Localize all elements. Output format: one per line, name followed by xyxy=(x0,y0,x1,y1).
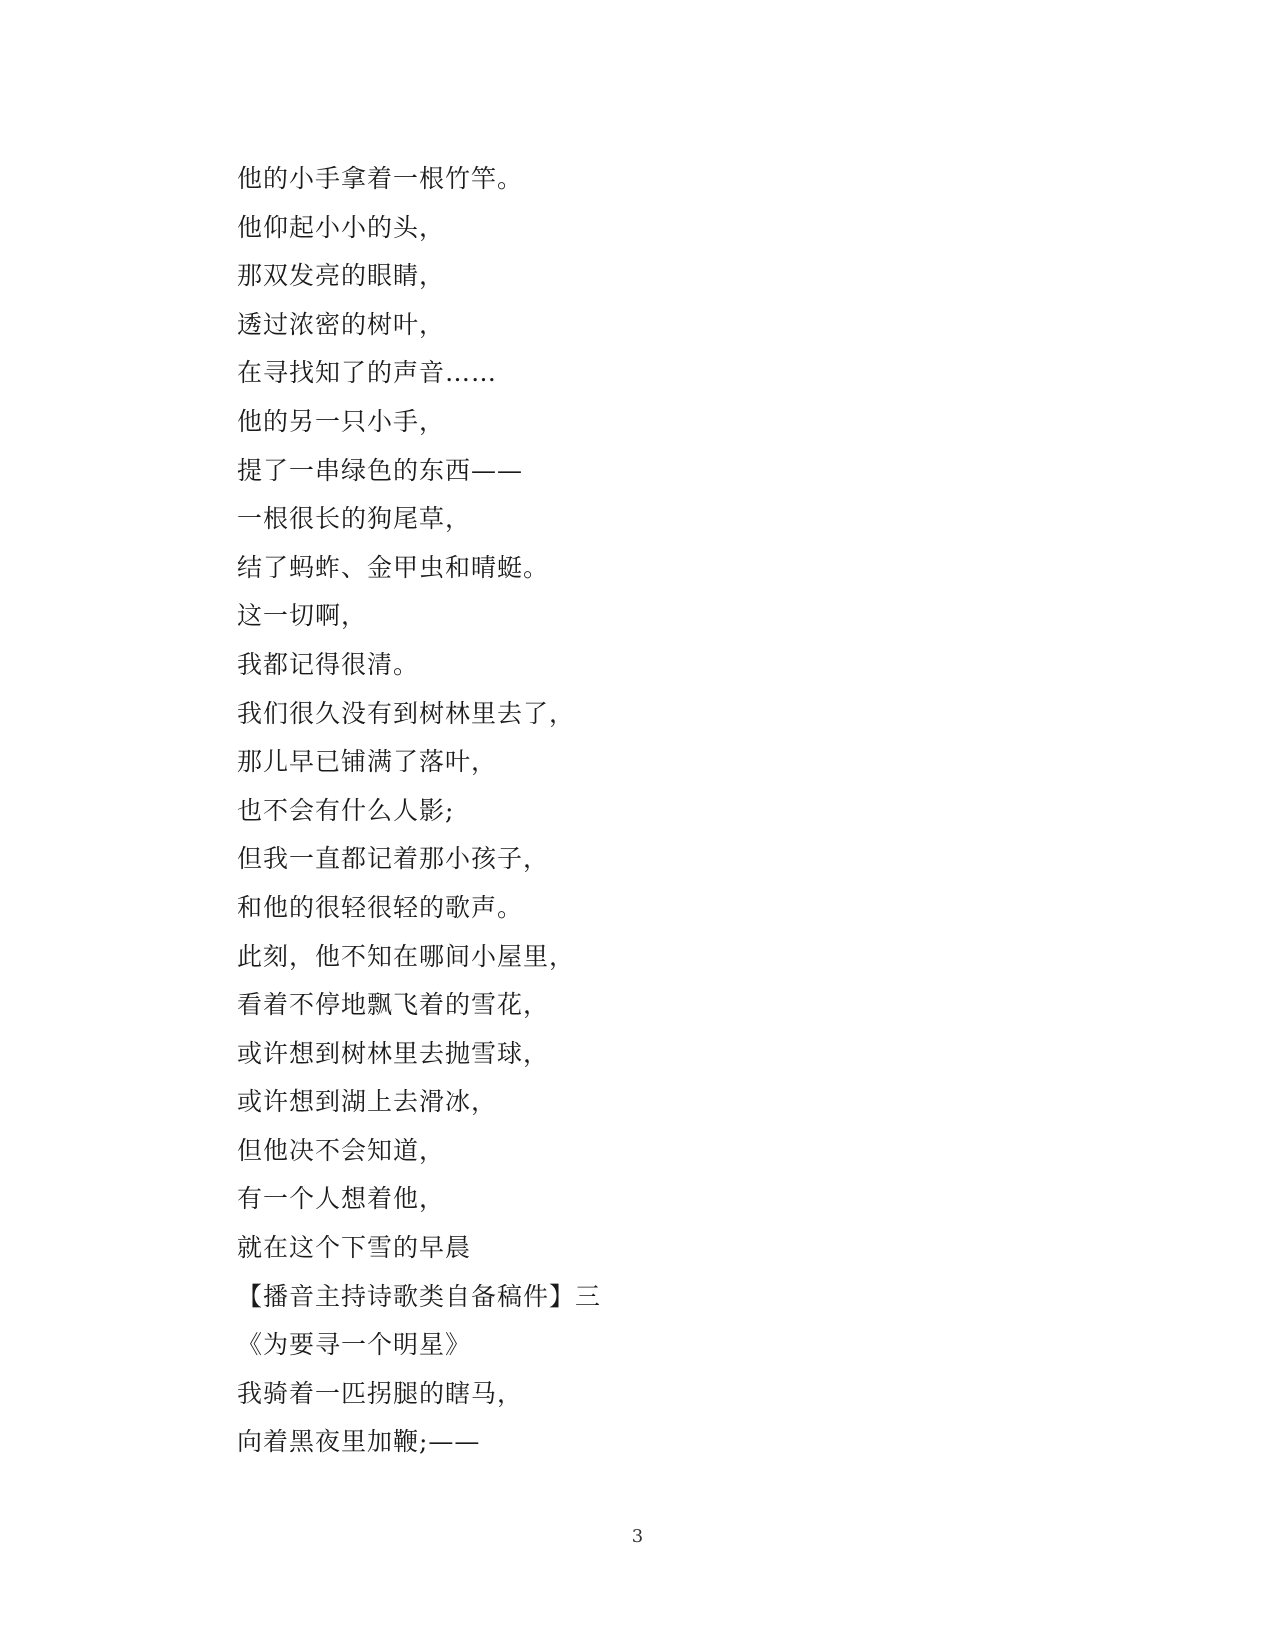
text-line: 此刻，他不知在哪间小屋里， xyxy=(237,941,576,971)
text-line: 和他的很轻很轻的歌声。 xyxy=(237,892,524,922)
text-line: 我们很久没有到树林里去了， xyxy=(237,698,576,728)
text-line: 但他决不会知道， xyxy=(237,1135,446,1165)
text-line: 就在这个下雪的早晨 xyxy=(237,1233,472,1263)
text-line: 这一切啊， xyxy=(237,601,368,631)
text-line: 那双发亮的眼睛， xyxy=(237,261,446,291)
text-line: 但我一直都记着那小孩子， xyxy=(237,844,550,874)
text-line: 他仰起小小的头， xyxy=(237,212,446,242)
text-line: 或许想到湖上去滑冰， xyxy=(237,1087,498,1117)
page-number: 3 xyxy=(631,1526,644,1547)
text-line: 我骑着一匹拐腿的瞎马， xyxy=(237,1378,524,1408)
text-line: 看着不停地飘飞着的雪花， xyxy=(237,990,550,1020)
text-line: 或许想到树林里去抛雪球， xyxy=(237,1038,550,1068)
text-line: 一根很长的狗尾草， xyxy=(237,504,472,534)
section-heading: 【播音主持诗歌类自备稿件】三 xyxy=(237,1281,602,1311)
text-line: 提了一串绿色的东西—— xyxy=(237,455,524,485)
text-line: 在寻找知了的声音…… xyxy=(237,358,498,388)
text-line: 我都记得很清。 xyxy=(237,649,420,679)
text-line: 结了蚂蚱、金甲虫和晴蜓。 xyxy=(237,552,550,582)
text-line: 也不会有什么人影; xyxy=(237,795,455,825)
text-line: 透过浓密的树叶， xyxy=(237,309,446,339)
text-line: 他的另一只小手， xyxy=(237,406,446,436)
text-line: 有一个人想着他， xyxy=(237,1184,446,1214)
text-line: 他的小手拿着一根竹竿。 xyxy=(237,164,524,193)
poem-text-block xyxy=(237,155,1037,1467)
text-line: 向着黑夜里加鞭;—— xyxy=(237,1427,481,1457)
poem-title: 《为要寻一个明星》 xyxy=(237,1330,472,1360)
text-line: 那儿早已铺满了落叶， xyxy=(237,747,498,777)
